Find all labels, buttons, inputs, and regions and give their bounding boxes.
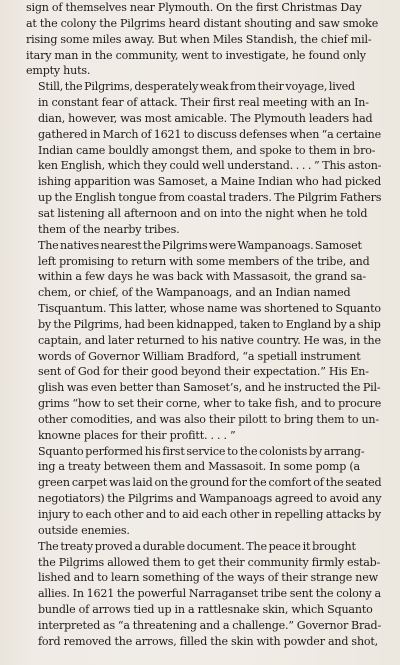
- text-line: bundle of arrows tied up in a rattlesnake skin, which Squanto: [38, 603, 373, 617]
- paragraph: [26, 79, 381, 237]
- paragraph: [26, 0, 381, 79]
- text-line: by the Pilgrims, had been kidnapped, taken to England by a ship: [38, 317, 381, 331]
- text-line: captain, and later returned to his native country. He was, in the: [38, 333, 381, 347]
- text-line: sent of God for their good beyond their expectation.” His En-: [38, 365, 369, 379]
- text-line: them of the nearby tribes.: [38, 222, 180, 236]
- text-line: injury to each other and to aid each other in repelling attacks by: [38, 508, 381, 521]
- text-line: The treaty proved a durable document. The peace it brought: [38, 539, 356, 553]
- text-line: green carpet was laid on the ground for the comfort of the seated: [38, 476, 382, 490]
- text-line: Tisquantum. This latter, whose name was shortened to Squanto: [38, 302, 381, 316]
- text-line: Squanto performed his first service to the colonists by arrang-: [38, 444, 365, 458]
- text-line: rising some miles away. But when Miles Standish, the chief mil-: [26, 32, 372, 46]
- text-line: Still, the Pilgrims, desperately weak from their voyage, lived: [38, 80, 355, 94]
- text-line: glish was even better than Samoset’s, and he instructed the Pil-: [38, 381, 381, 395]
- text-line: ing a treaty between them and Massasoit. In some pomp (a: [38, 460, 360, 474]
- text-line: interpreted as “a threatening and a challenge.” Governor Brad-: [38, 618, 382, 632]
- text-line: lished and to learn something of the ways of their strange new: [38, 571, 378, 585]
- text-line: negotiators) the Pilgrims and Wampanoags agreed to avoid any: [38, 492, 382, 506]
- text-line: other comodities, and was also their pilott to bring them to un-: [38, 412, 379, 426]
- text-line: outside enemies.: [38, 523, 130, 537]
- text-line: in constant fear of attack. Their first real meeting with an In-: [38, 96, 369, 110]
- text-line: grims “how to set their corne, wher to take fish, and to procure: [38, 397, 382, 411]
- text-line: dian, however, was most amicable. The Plymouth leaders had: [38, 111, 373, 125]
- text-line: empty huts.: [26, 64, 91, 78]
- text-line: allies. In 1621 the powerful Narraganset tribe sent the colony a: [38, 587, 381, 601]
- text-line: ford removed the arrows, filled the skin with powder and shot,: [38, 634, 379, 648]
- text-line: Indian came bouldly amongst them, and spoke to them in bro-: [38, 143, 376, 157]
- text-line: The natives nearest the Pilgrims were Wampanoags. Samoset: [38, 238, 362, 252]
- text-line: left promising to return with some members of the tribe, and: [38, 254, 370, 268]
- text-line: the Pilgrims allowed them to get their community firmly estab-: [38, 555, 381, 569]
- text-line: up the English tongue from coastal traders. The Pilgrim Fathers: [38, 191, 382, 205]
- text-line: words of Governor William Bradford, “a spetiall instrument: [38, 349, 361, 363]
- page-text: [26, 0, 381, 650]
- text-line: at the colony the Pilgrims heard distant shouting and saw smoke: [26, 16, 379, 30]
- text-line: knowne places for their profitt. . . . ”: [38, 428, 236, 442]
- text-line: sat listening all afternoon and on into the night when he told: [38, 206, 368, 220]
- text-line: ken English, which they could well understand. . . . ” This aston-: [38, 159, 382, 173]
- text-line: itary man in the community, went to investigate, he found only: [26, 48, 366, 62]
- text-line: chem, or chief, of the Wampanoags, and an Indian named: [38, 286, 351, 300]
- text-line: sign of themselves near Plymouth. On the first Christmas Day: [26, 1, 362, 14]
- paragraph: [26, 539, 381, 650]
- paragraph: [26, 444, 381, 539]
- text-line: gathered in March of 1621 to discuss defenses when “a certaine: [38, 127, 382, 141]
- text-line: ishing apparition was Samoset, a Maine Indian who had picked: [38, 175, 382, 189]
- text-line: within a few days he was back with Massasoit, the grand sa-: [38, 270, 366, 284]
- paragraph: [26, 238, 381, 444]
